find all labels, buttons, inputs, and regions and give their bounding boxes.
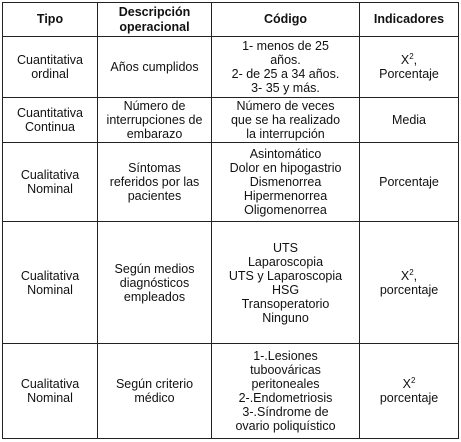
table-row (3, 344, 459, 439)
indicator-superscript: 2 (409, 51, 414, 61)
table-row (3, 143, 459, 222)
cell-tipo: Cualitativa Nominal (3, 143, 98, 222)
cell-codigo: 1- menos de 25 años. 2- de 25 a 34 años. 3- 35 y más. (212, 37, 360, 98)
indicator-superscript: 2 (409, 267, 414, 277)
cell-codigo: Asintomático Dolor en hipogastrio Dismenorrea Hipermenorrea Oligomenorrea (212, 143, 360, 222)
table-row (3, 37, 459, 98)
indicator-text: X (402, 377, 411, 391)
cell-codigo: Número de veces que se ha realizado la interrupción (212, 98, 360, 143)
indicator-superscript: 2 (410, 375, 416, 385)
cell-tipo: Cuantitativa Continua (3, 98, 98, 143)
indicator-text-suffix: , Porcentaje (379, 53, 439, 81)
cell-tipo: Cuantitativa ordinal (3, 37, 98, 98)
cell-descripcion: Según medios diagnósticos empleados (98, 222, 212, 344)
indicator-text-suffix: porcentaje (379, 391, 439, 405)
cell-descripcion: Número de interrupciones de embarazo (98, 98, 212, 143)
cell-indicadores (360, 222, 459, 344)
indicator-text: X (400, 268, 410, 283)
indicator-text: X (400, 53, 410, 67)
header-indicadores: Indicadores (360, 3, 459, 37)
cell-codigo: UTS Laparoscopia UTS y Laparoscopia HSG Transoperatorio Ninguno (212, 222, 360, 344)
indicator-text-suffix: , porcentaje (379, 268, 439, 297)
cell-indicadores (360, 143, 459, 222)
cell-indicadores (360, 37, 459, 98)
table-row (3, 98, 459, 143)
table-row (3, 222, 459, 344)
cell-descripcion: Años cumplidos (98, 37, 212, 98)
cell-indicadores (360, 344, 459, 439)
indicator-text: Porcentaje (379, 175, 439, 189)
cell-tipo: Cualitativa Nominal (3, 344, 98, 439)
cell-codigo: 1-.Lesiones tuboováricas peritoneales 2-.Endometriosis 3-.Síndrome de ovario poliquístico (212, 344, 360, 439)
cell-descripcion: Síntomas referidos por las pacientes (98, 143, 212, 222)
indicator-text: Media (391, 113, 427, 127)
variables-table (2, 2, 459, 439)
header-row (3, 3, 459, 37)
cell-descripcion: Según criterio médico (98, 344, 212, 439)
cell-tipo: Cualitativa Nominal (3, 222, 98, 344)
header-tipo: Tipo (3, 3, 98, 37)
header-descripcion: Descripción operacional (98, 3, 212, 37)
header-codigo: Código (212, 3, 360, 37)
cell-indicadores (360, 98, 459, 143)
